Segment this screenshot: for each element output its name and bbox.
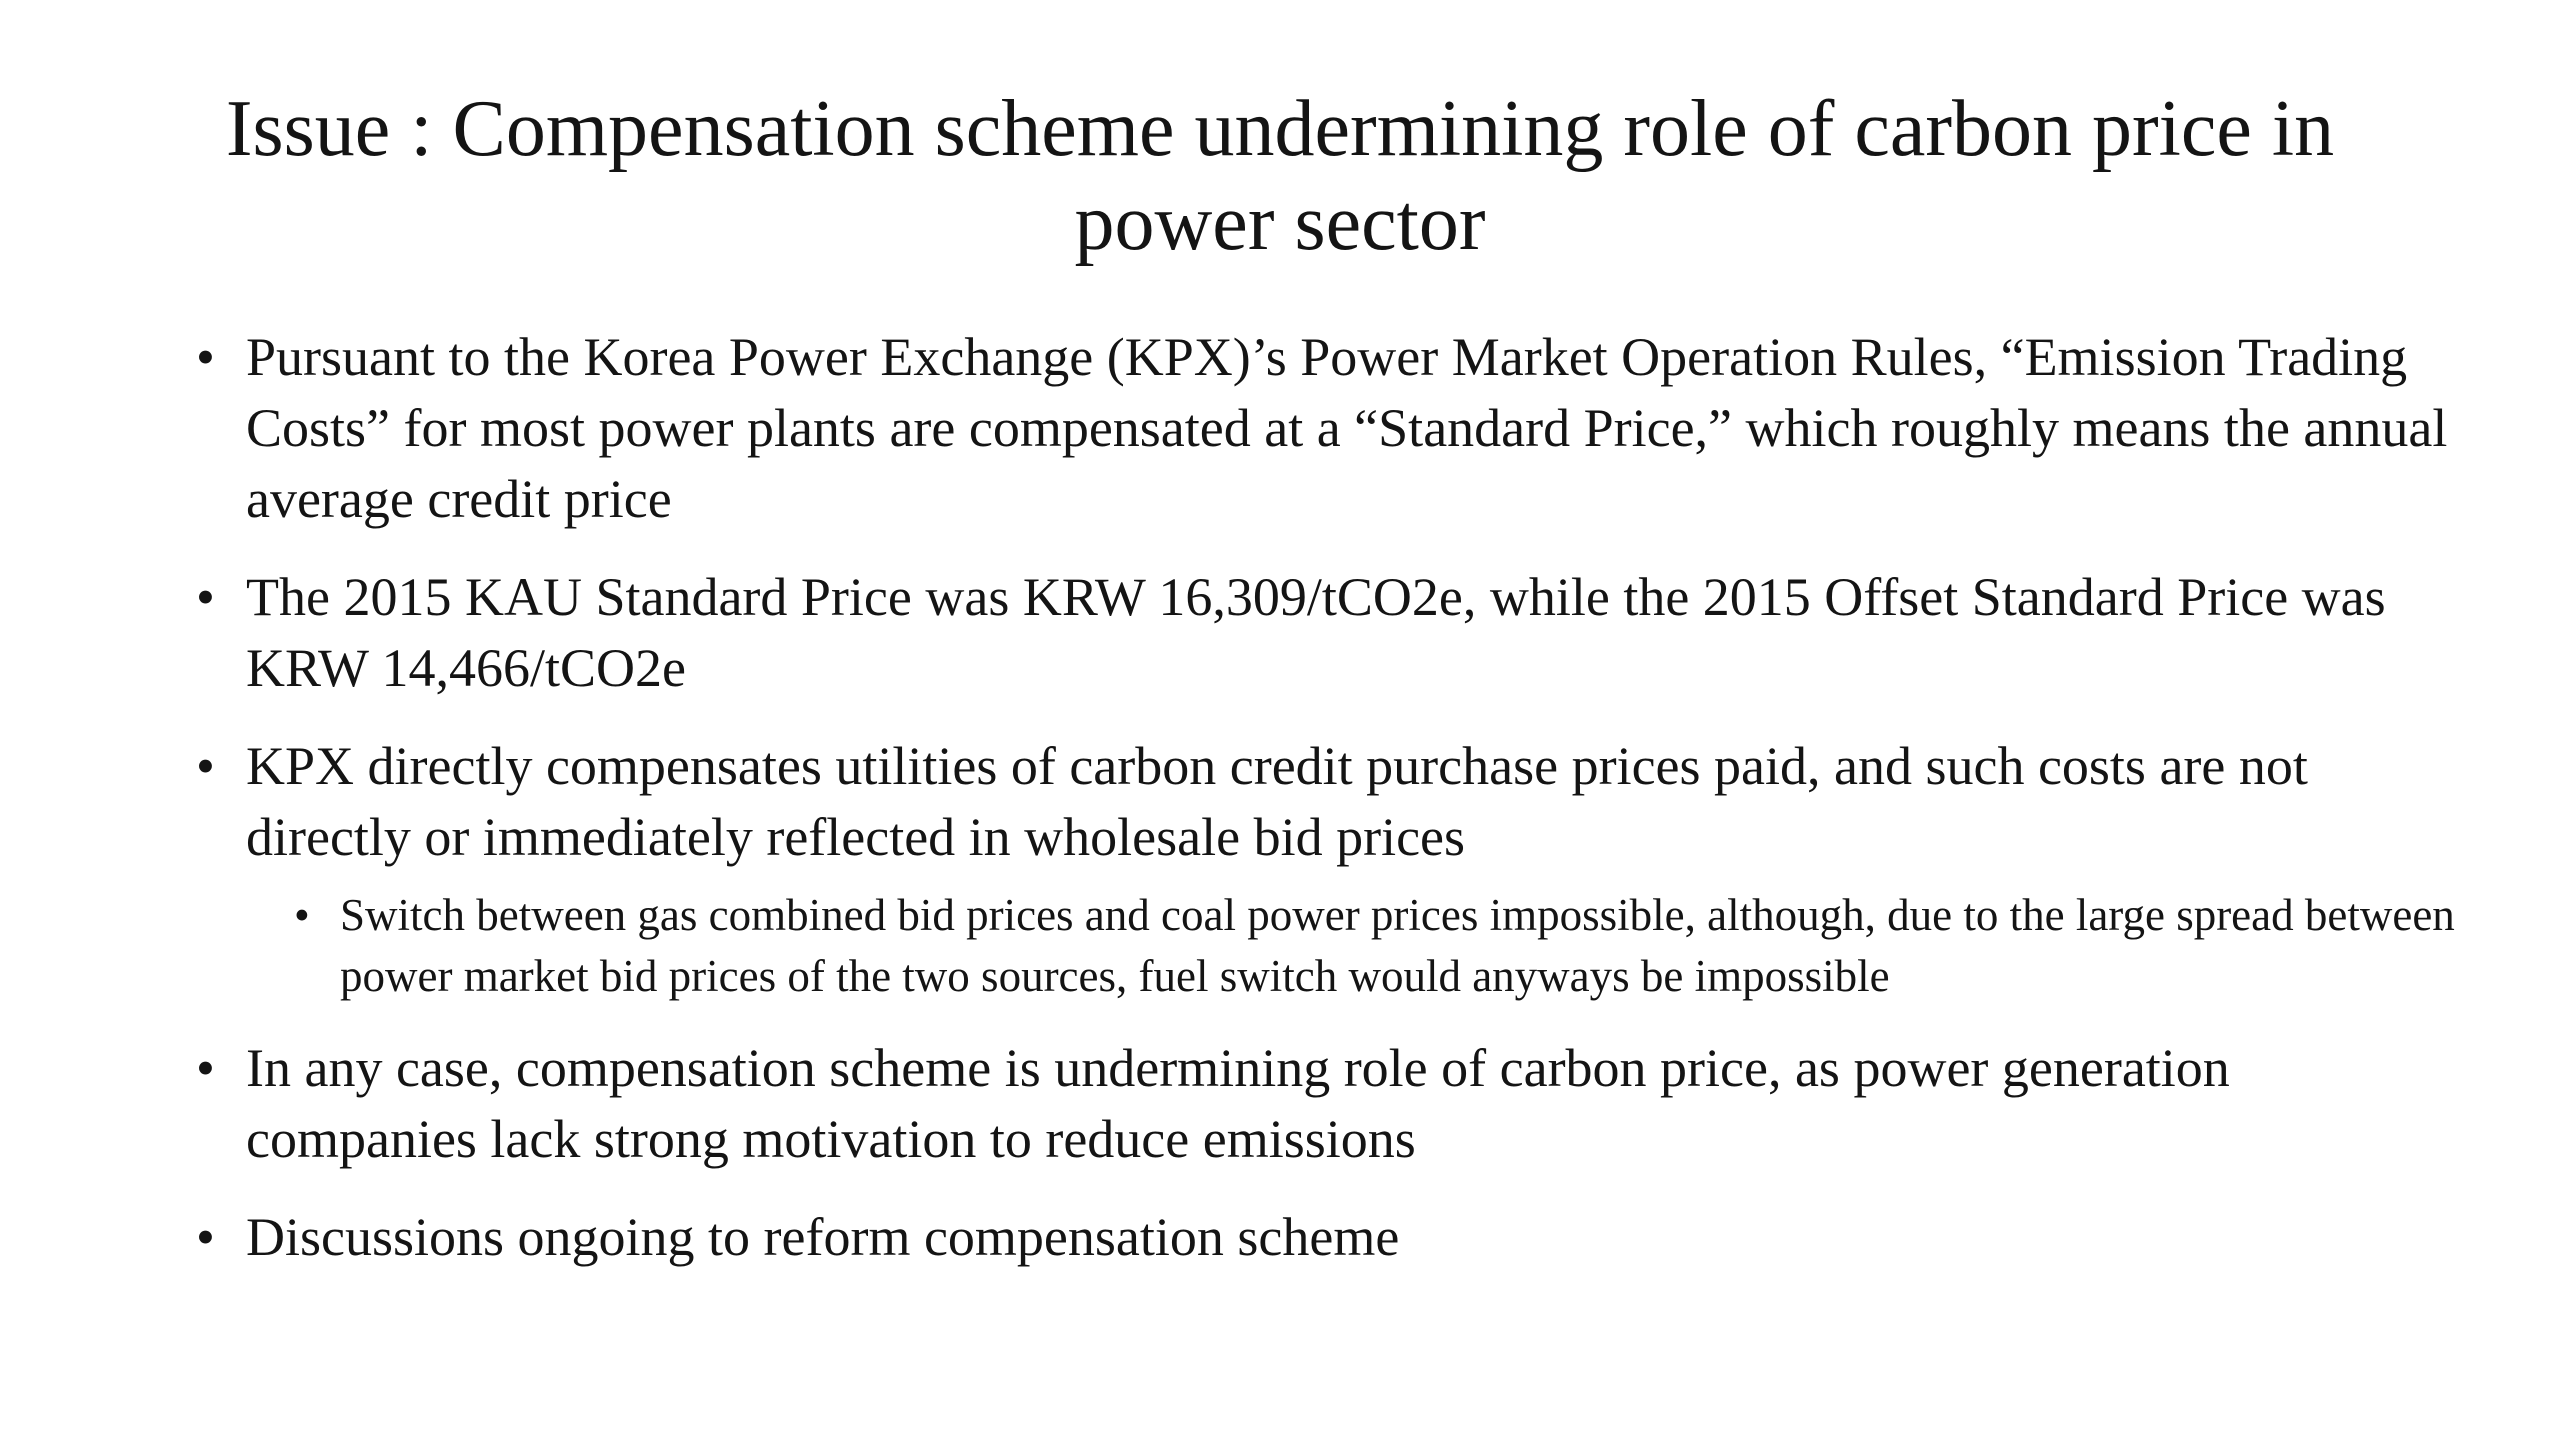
bullet-item: • The 2015 KAU Standard Price was KRW 16,309/tCO2e, while the 2015 Offset Standard Price was KRW 14,466/tCO2e	[196, 562, 2456, 704]
bullet-item: • Discussions ongoing to reform compensation scheme	[196, 1202, 2456, 1273]
bullet-list	[196, 322, 2456, 1273]
slide-title: Issue : Compensation scheme undermining role of carbon price in power sector	[225, 85, 2335, 267]
sub-bullet-item: • Switch between gas combined bid prices and coal power prices impossible, although, due to the large spread between power market bid prices of the two sources, fuel switch would anyways be impossible	[294, 885, 2456, 1007]
bullet-item: • KPX directly compensates utilities of carbon credit purchase prices paid, and such costs are not directly or immediately reflected in wholesale bid prices	[196, 731, 2456, 873]
bullet-item: • Pursuant to the Korea Power Exchange (KPX)’s Power Market Operation Rules, “Emission Trading Costs” for most power plants are compensated at a “Standard Price,” which roughly means the annual average credit price	[196, 322, 2456, 535]
bullet-item: • In any case, compensation scheme is undermining role of carbon price, as power generation companies lack strong motivation to reduce emissions	[196, 1033, 2456, 1175]
